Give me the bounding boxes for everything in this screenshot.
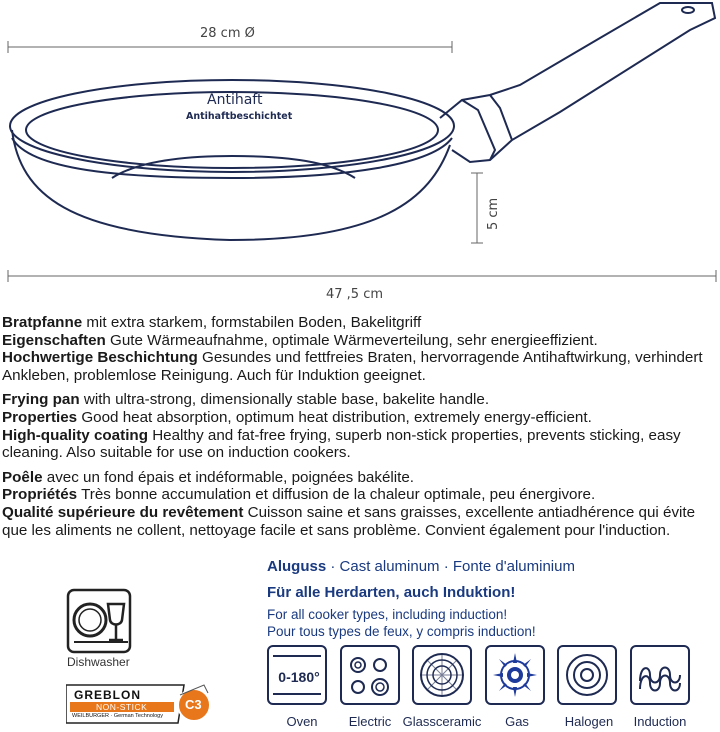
oven-icon <box>267 645 327 705</box>
induction-label: Induction <box>633 714 687 729</box>
oven-label: Oven <box>286 714 318 729</box>
product-description <box>2 314 718 546</box>
material-line: Aluguss · Cast aluminum · Fonte d'aluminium <box>267 558 575 575</box>
glassceramic-icon <box>412 645 472 705</box>
desc-line: Hochwertige Beschichtung Gesundes und fettfreies Braten, hervorragende Antihaftwirkung, verhindert Ankleben, problemlose Reinigung. Auch für Induktion geeignet. <box>2 349 703 384</box>
gas-label: Gas <box>505 714 529 729</box>
greblon-logo <box>66 683 216 725</box>
dishwasher-icon <box>66 588 138 654</box>
length-dimension: 47 ,5 cm <box>326 287 384 302</box>
electric-label: Electric <box>348 714 392 729</box>
gas-flame-icon <box>485 645 545 705</box>
desc-line: Qualité supérieure du revêtement Cuisson saine et sans graisses, excellente antiadhérence qui évite que les aliments ne collent, nettoyage facile et sans problème. Convient également pour l'induction. <box>2 503 696 539</box>
pan-label-antihaftbeschichtet: Antihaftbeschichtet <box>186 111 293 122</box>
desc-line: Poêle avec un fond épais et indéformable, poignées bakélite. <box>2 468 415 486</box>
halogen-icon <box>557 645 617 705</box>
pan-label-antihaft: Antihaft <box>207 92 263 108</box>
dishwasher-label: Dishwasher <box>67 655 130 669</box>
description-english <box>2 391 718 461</box>
cooker-heading: Für alle Herdarten, auch Induktion! <box>267 584 516 601</box>
desc-line: Properties Good heat absorption, optimum heat distribution, extremely energy-efficient. <box>2 408 592 426</box>
frying-pan-drawing <box>0 0 720 310</box>
height-dimension: 5 cm <box>486 197 501 230</box>
cooker-english: For all cooker types, including induction! <box>267 607 508 622</box>
desc-line: High-quality coating Healthy and fat-free frying, superb non-stick properties, prevents sticking, easy cleaning. Also suitable for use on induction cookers. <box>2 426 681 462</box>
desc-line: Frying pan with ultra-strong, dimensionally stable base, bakelite handle. <box>2 391 490 409</box>
electric-hob-icon <box>340 645 400 705</box>
greblon-line: NON-STICK <box>96 702 148 712</box>
desc-line: Bratpfanne mit extra starkem, formstabilen Boden, Bakelitgriff <box>2 314 422 331</box>
induction-icon <box>630 645 690 705</box>
glassceramic-label: Glassceramic <box>402 714 482 729</box>
halogen-label: Halogen <box>564 714 614 729</box>
diameter-dimension: 28 cm Ø <box>200 26 255 41</box>
description-french <box>2 469 718 539</box>
description-german <box>2 314 718 384</box>
cooker-french: Pour tous types de feux, y compris induction! <box>267 624 536 639</box>
desc-line: Eigenschaften Gute Wärmeaufnahme, optimale Wärmeverteilung, sehr energieeffizient. <box>2 331 598 349</box>
greblon-brand: GREBLON <box>74 688 141 702</box>
desc-line: Propriétés Très bonne accumulation et diffusion de la chaleur optimale, peu énergivore. <box>2 486 596 504</box>
oven-temperature: 0-180° <box>278 669 320 685</box>
greblon-badge: C3 <box>185 697 202 712</box>
greblon-tagline: WEILBURGER · German Technology <box>72 713 163 719</box>
